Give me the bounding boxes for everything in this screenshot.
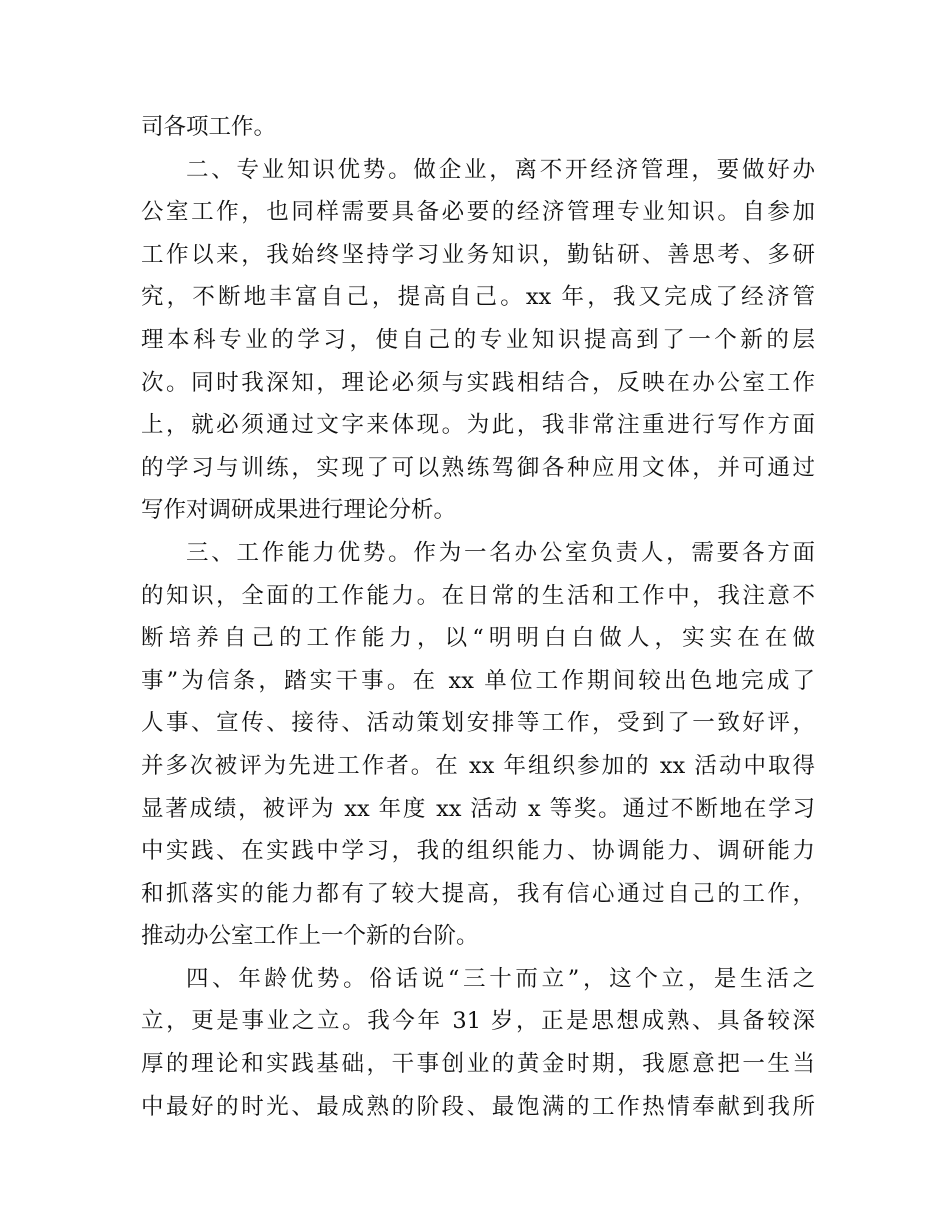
text-line: 人事、宣传、接待、活动策划安排等工作，受到了一致好评，: [141, 710, 815, 737]
text-line: 立，更是事业之立。我今年 31 岁，正是思想成熟、具备较深: [141, 1008, 815, 1035]
text-line: 的学习与训练，实现了可以熟练驾御各种应用文体，并可通过: [141, 454, 815, 481]
text-line: 上，就必须通过文字来体现。为此，我非常注重进行写作方面: [141, 412, 815, 439]
text-line: 事”为信条，踏实干事。在 xx 单位工作期间较出色地完成了: [141, 667, 815, 694]
text-line: 理本科专业的学习，使自己的专业知识提高到了一个新的层: [141, 326, 815, 353]
text-line: 并多次被评为先进工作者。在 xx 年组织参加的 xx 活动中取得: [141, 752, 815, 779]
text-line: 厚的理论和实践基础，干事创业的黄金时期，我愿意把一生当: [141, 1051, 815, 1078]
paragraph-start-line: 四、年龄优势。俗话说“三十而立”，这个立，是生活之: [186, 965, 815, 992]
body-text: [141, 106, 815, 1128]
paragraph-start-line: 二、专业知识优势。做企业，离不开经济管理，要做好办: [186, 156, 815, 183]
text-line: 写作对调研成果进行理论分析。: [141, 497, 457, 524]
text-line: 司各项工作。: [141, 114, 277, 140]
text-line: 中最好的时光、最成熟的阶段、最饱满的工作热情奉献到我所: [141, 1093, 815, 1120]
text-line: 的知识，全面的工作能力。在日常的生活和工作中，我注意不: [141, 582, 815, 609]
text-line: 次。同时我深知，理论必须与实践相结合，反映在办公室工作: [141, 369, 815, 396]
text-line: 究，不断地丰富自己，提高自己。xx 年，我又完成了经济管: [141, 284, 815, 311]
text-line: 工作以来，我始终坚持学习业务知识，勤钻研、善思考、多研: [141, 241, 815, 268]
text-line: 推动办公室工作上一个新的台阶。: [141, 923, 479, 950]
text-line: 显著成绩，被评为 xx 年度 xx 活动 x 等奖。通过不断地在学习: [141, 795, 815, 822]
text-line: 公室工作，也同样需要具备必要的经济管理专业知识。自参加: [141, 199, 815, 226]
text-line: 和抓落实的能力都有了较大提高，我有信心通过自己的工作，: [141, 880, 815, 907]
text-line: 断培养自己的工作能力，以“明明白白做人，实实在在做: [141, 625, 815, 652]
text-line: 中实践、在实践中学习，我的组织能力、协调能力、调研能力: [141, 838, 815, 865]
paragraph-start-line: 三、工作能力优势。作为一名办公室负责人，需要各方面: [186, 539, 815, 566]
